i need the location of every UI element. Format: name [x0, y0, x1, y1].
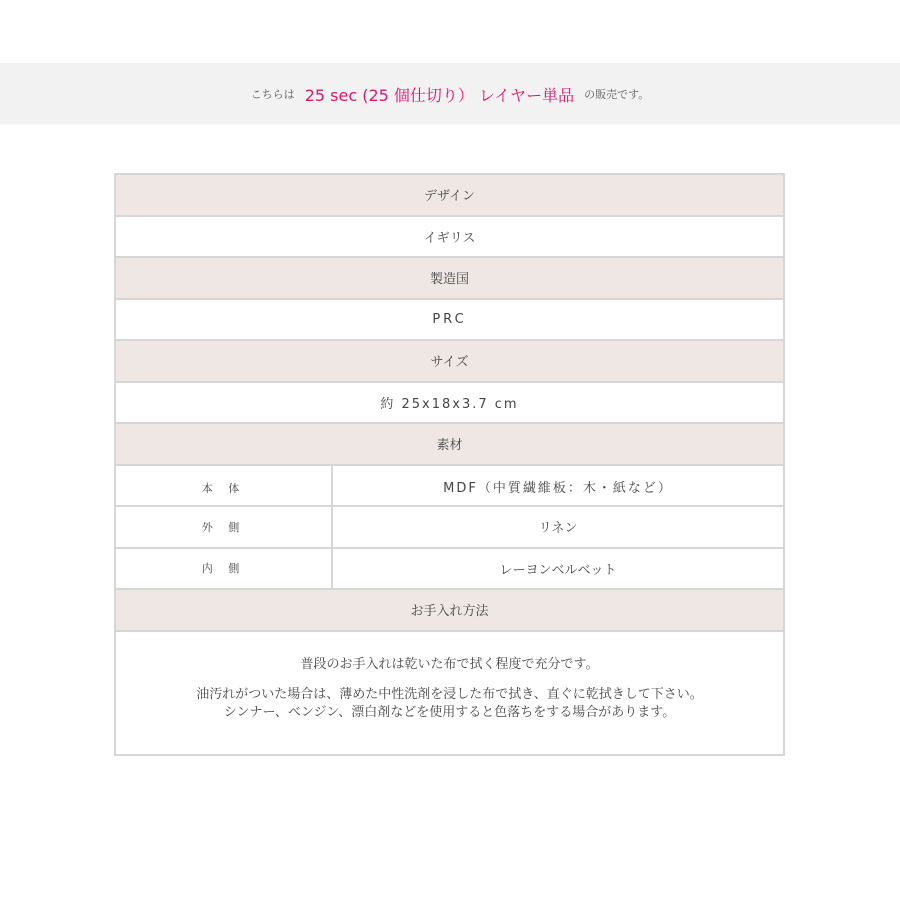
material-part-value: リネン: [538, 521, 578, 537]
design-header: [116, 175, 783, 217]
material-part-value: MDF（中質繊維板：木・紙など）: [443, 480, 673, 496]
material-row-inner: [116, 549, 783, 591]
care-line-1: 普段のお手入れは乾いた布で拭く程度で充分です。: [300, 656, 599, 672]
size-header: [116, 341, 783, 383]
size-label: サイズ: [430, 355, 469, 371]
design-value: イギリス: [423, 230, 476, 246]
material-part-label: 外 側: [116, 507, 333, 547]
banner-suffix: の販売です。: [584, 88, 650, 101]
material-part-label: 本 体: [116, 466, 333, 506]
material-row-body: [116, 466, 783, 508]
material-row-outer: [116, 507, 783, 549]
origin-value: PRC: [432, 311, 467, 327]
design-row: [116, 217, 783, 259]
origin-header: [116, 258, 783, 300]
size-value: 約 25x18x3.7 cm: [380, 396, 519, 412]
material-label: 素材: [436, 438, 463, 454]
origin-label: 製造国: [429, 272, 469, 288]
material-header: [116, 424, 783, 466]
care-label: お手入れ方法: [410, 604, 489, 620]
product-notice-banner: [0, 63, 900, 125]
care-header: [116, 590, 783, 632]
care-line-2: 油汚れがついた場合は、薄めた中性洗剤を浸した布で拭き、直ぐに乾拭きして下さい。: [196, 686, 703, 702]
care-line-3: シンナー、ベンジン、漂白剤などを使用すると色落ちをする場合があります。: [223, 704, 676, 720]
banner-product-name: 25 sec (25 個仕切り） レイヤー単品: [304, 85, 575, 105]
material-part-value: レーヨンベルベット: [499, 562, 617, 578]
spec-table: [114, 173, 785, 756]
origin-row: [116, 300, 783, 342]
size-row: [116, 383, 783, 425]
banner-prefix: こちらは: [250, 88, 295, 101]
material-part-label: 内 側: [116, 549, 333, 589]
design-label: デザイン: [423, 189, 476, 205]
care-instructions: [116, 632, 783, 754]
